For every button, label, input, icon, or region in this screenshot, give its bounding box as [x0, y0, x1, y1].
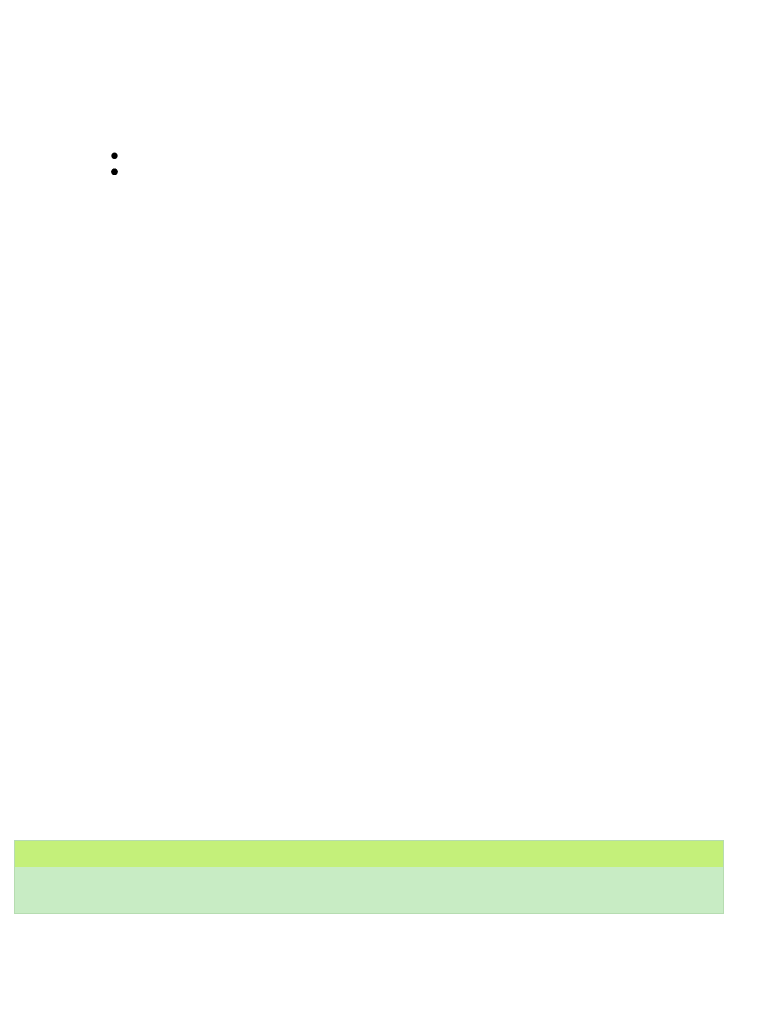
banner-heading [15, 841, 723, 867]
doa-list [108, 140, 708, 156]
doa-banner-image [14, 840, 724, 914]
